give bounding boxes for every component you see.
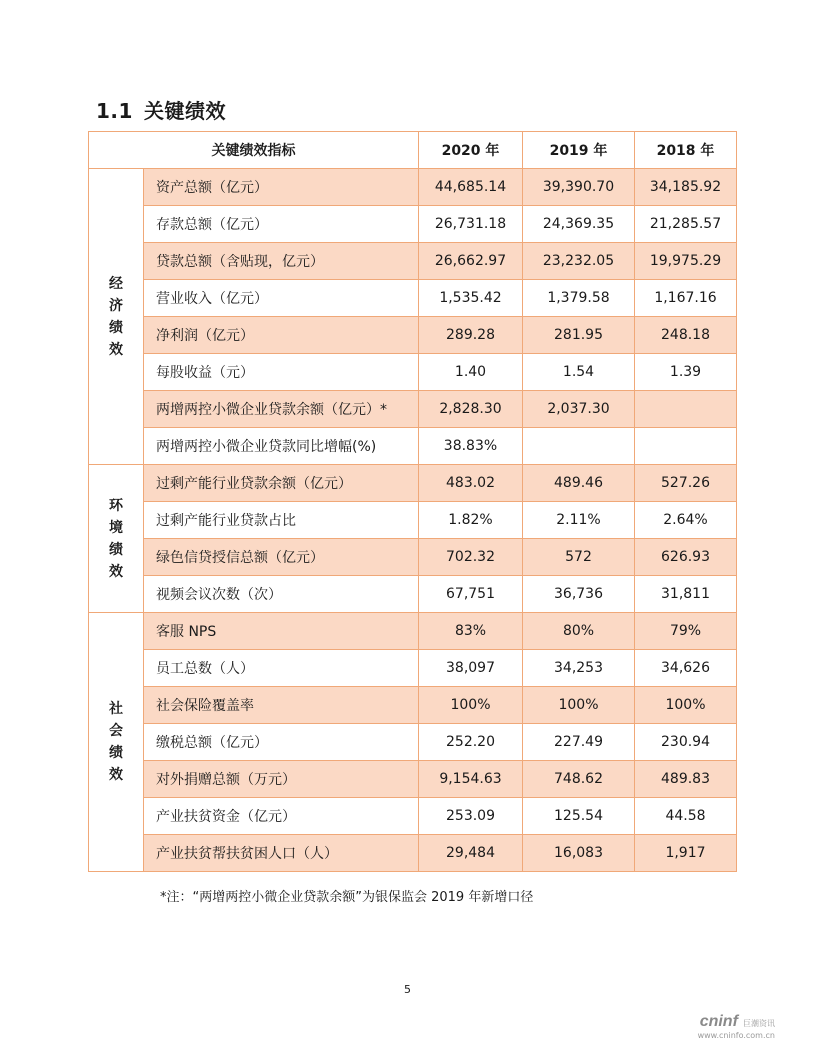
table-row: [89, 169, 737, 206]
table-header-row: [89, 132, 737, 169]
indicator-label: 社会保险覆盖率: [144, 687, 419, 724]
value-2018: 19,975.29: [635, 243, 737, 280]
indicator-label: 资产总额（亿元）: [144, 169, 419, 206]
value-2020: 26,731.18: [419, 206, 523, 243]
footnote: *注：“两增两控小微企业贷款余额”为银保监会 2019 年新增口径: [160, 890, 534, 905]
header-2018: 2018 年: [635, 132, 737, 169]
value-2020: 702.32: [419, 539, 523, 576]
value-2020: 1.82%: [419, 502, 523, 539]
value-2020: 483.02: [419, 465, 523, 502]
indicator-label: 客服 NPS: [144, 613, 419, 650]
value-2018: 248.18: [635, 317, 737, 354]
section-title: 关键绩效: [144, 99, 226, 123]
category-char: 绩: [109, 745, 123, 761]
category-cell: [89, 613, 144, 872]
value-2019: 16,083: [523, 835, 635, 872]
value-2018: 34,626: [635, 650, 737, 687]
value-2020: 44,685.14: [419, 169, 523, 206]
header-2019: 2019 年: [523, 132, 635, 169]
value-2019: 748.62: [523, 761, 635, 798]
value-2018: 100%: [635, 687, 737, 724]
indicator-label: 两增两控小微企业贷款余额（亿元）*: [144, 391, 419, 428]
value-2018: 626.93: [635, 539, 737, 576]
table-row: [89, 613, 737, 650]
value-2020: 26,662.97: [419, 243, 523, 280]
category-char: 会: [109, 723, 123, 739]
value-2018: [635, 391, 737, 428]
value-2020: 252.20: [419, 724, 523, 761]
table-row: [89, 835, 737, 872]
indicator-label: 每股收益（元）: [144, 354, 419, 391]
logo-brand: cninf 巨潮资讯: [699, 1013, 775, 1030]
value-2020: 29,484: [419, 835, 523, 872]
indicator-label: 贷款总额（含贴现，亿元）: [144, 243, 419, 280]
indicator-label: 净利润（亿元）: [144, 317, 419, 354]
indicator-label: 员工总数（人）: [144, 650, 419, 687]
table-row: [89, 391, 737, 428]
category-cell: [89, 465, 144, 613]
value-2018: 1,917: [635, 835, 737, 872]
kpi-table: [88, 131, 737, 872]
table-row: [89, 650, 737, 687]
value-2018: 2.64%: [635, 502, 737, 539]
header-indicator: 关键绩效指标: [89, 132, 419, 169]
value-2020: 100%: [419, 687, 523, 724]
value-2018: [635, 428, 737, 465]
indicator-label: 缴税总额（亿元）: [144, 724, 419, 761]
logo-url: www.cninfo.com.cn: [697, 1031, 775, 1040]
table-row: [89, 576, 737, 613]
value-2019: 281.95: [523, 317, 635, 354]
value-2019: 1,379.58: [523, 280, 635, 317]
category-cell: [89, 169, 144, 465]
category-char: 绩: [109, 541, 123, 558]
table-row: [89, 724, 737, 761]
value-2020: 1.40: [419, 354, 523, 391]
value-2019: [523, 428, 635, 465]
table-body: [89, 169, 737, 872]
value-2019: 23,232.05: [523, 243, 635, 280]
category-char: 环: [109, 497, 123, 514]
value-2020: 38,097: [419, 650, 523, 687]
value-2019: 36,736: [523, 576, 635, 613]
value-2019: 572: [523, 539, 635, 576]
value-2018: 1,167.16: [635, 280, 737, 317]
category-char: 济: [109, 297, 123, 314]
value-2018: 230.94: [635, 724, 737, 761]
header-2020: 2020 年: [419, 132, 523, 169]
value-2020: 38.83%: [419, 428, 523, 465]
indicator-label: 过剩产能行业贷款余额（亿元）: [144, 465, 419, 502]
table-row: [89, 428, 737, 465]
category-char: 绩: [109, 319, 123, 336]
indicator-label: 产业扶贫帮扶贫困人口（人）: [144, 835, 419, 872]
indicator-label: 产业扶贫资金（亿元）: [144, 798, 419, 835]
value-2018: 44.58: [635, 798, 737, 835]
value-2019: 80%: [523, 613, 635, 650]
category-char: 境: [109, 519, 123, 536]
cninfo-logo: [698, 1011, 775, 1040]
table-row: [89, 761, 737, 798]
value-2019: 2.11%: [523, 502, 635, 539]
table-row: [89, 465, 737, 502]
table-row: [89, 280, 737, 317]
section-number: 1.1: [96, 99, 133, 123]
table-row: [89, 206, 737, 243]
table-row: [89, 687, 737, 724]
value-2018: 31,811: [635, 576, 737, 613]
indicator-label: 过剩产能行业贷款占比: [144, 502, 419, 539]
category-char: 效: [109, 563, 123, 580]
value-2019: 489.46: [523, 465, 635, 502]
indicator-label: 对外捐赠总额（万元）: [144, 761, 419, 798]
table-row: [89, 317, 737, 354]
value-2019: 2,037.30: [523, 391, 635, 428]
value-2018: 527.26: [635, 465, 737, 502]
indicator-label: 两增两控小微企业贷款同比增幅(%): [144, 428, 419, 465]
value-2020: 9,154.63: [419, 761, 523, 798]
category-char: 社: [109, 701, 123, 717]
value-2018: 489.83: [635, 761, 737, 798]
value-2018: 79%: [635, 613, 737, 650]
value-2019: 1.54: [523, 354, 635, 391]
value-2018: 34,185.92: [635, 169, 737, 206]
value-2020: 253.09: [419, 798, 523, 835]
indicator-label: 营业收入（亿元）: [144, 280, 419, 317]
value-2020: 67,751: [419, 576, 523, 613]
value-2019: 39,390.70: [523, 169, 635, 206]
category-char: 效: [109, 767, 123, 783]
value-2018: 21,285.57: [635, 206, 737, 243]
table-row: [89, 539, 737, 576]
table-row: [89, 243, 737, 280]
value-2020: 289.28: [419, 317, 523, 354]
table-row: [89, 798, 737, 835]
value-2019: 125.54: [523, 798, 635, 835]
category-char: 经: [109, 275, 123, 292]
value-2018: 1.39: [635, 354, 737, 391]
table-row: [89, 502, 737, 539]
value-2019: 100%: [523, 687, 635, 724]
value-2019: 227.49: [523, 724, 635, 761]
value-2019: 34,253: [523, 650, 635, 687]
indicator-label: 绿色信贷授信总额（亿元）: [144, 539, 419, 576]
section-heading: [96, 95, 226, 124]
value-2019: 24,369.35: [523, 206, 635, 243]
value-2020: 83%: [419, 613, 523, 650]
value-2020: 2,828.30: [419, 391, 523, 428]
page-number: 5: [404, 983, 411, 996]
indicator-label: 存款总额（亿元）: [144, 206, 419, 243]
category-char: 效: [109, 341, 123, 358]
table-row: [89, 354, 737, 391]
indicator-label: 视频会议次数（次）: [144, 576, 419, 613]
value-2020: 1,535.42: [419, 280, 523, 317]
